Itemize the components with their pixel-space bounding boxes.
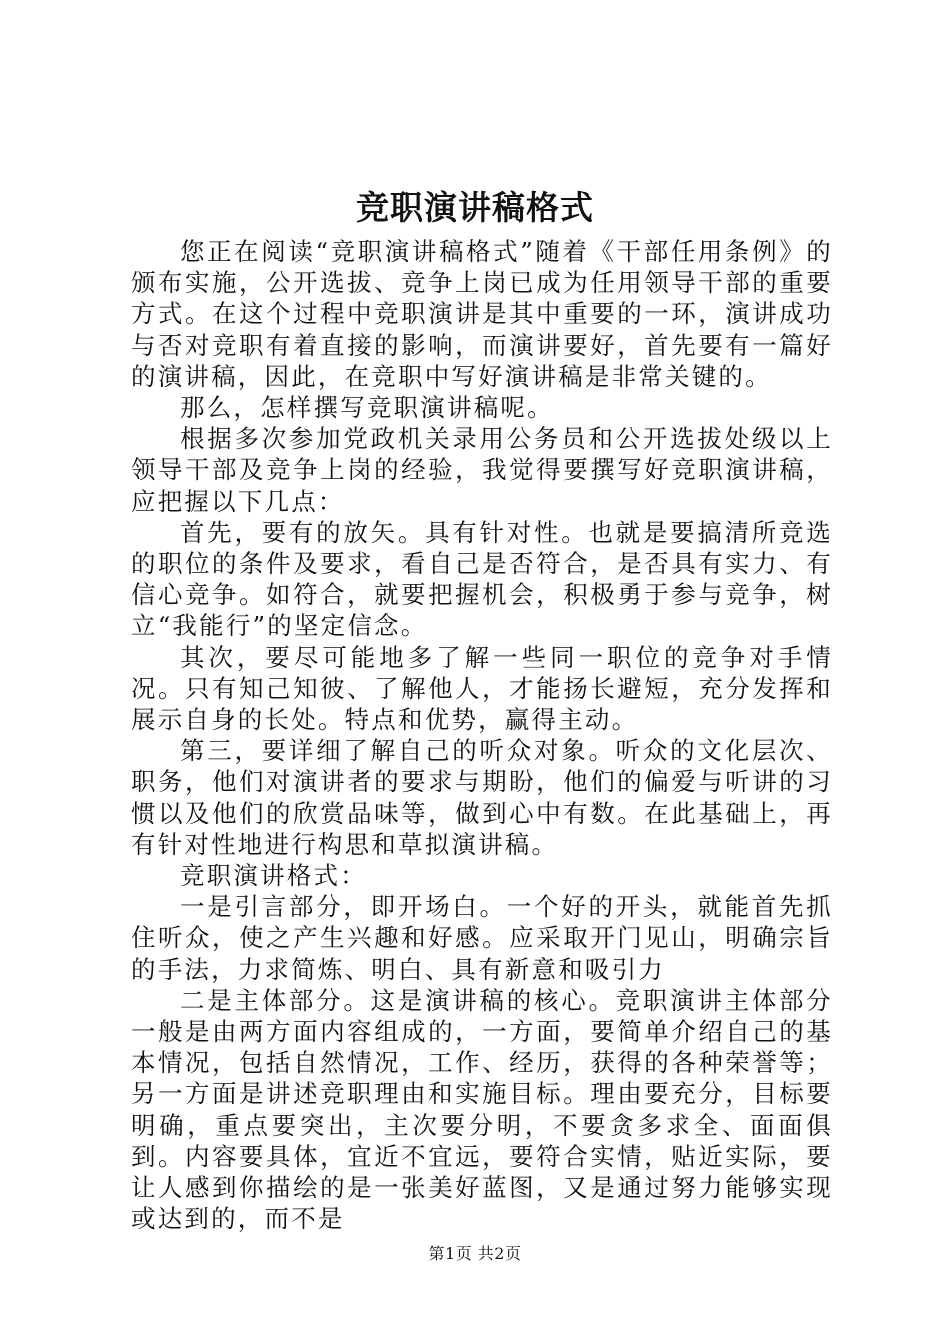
paragraph: 竞职演讲格式： — [180, 861, 367, 891]
paragraph: 根据多次参加党政机关录用公务员和公开选拔处级以上领导干部及竞争上岗的经验，我觉得要撰写好竞职演讲稿，应把握以下几点： — [131, 424, 833, 516]
page-footer: 第1页 共2页 — [428, 1244, 522, 1263]
paragraph: 您正在阅读“竞职演讲稿格式”随着《干部任用条例》的颁布实施，公开选拔、竞争上岗已成为任用领导干部的重要方式。在这个过程中竞职演讲是其中重要的一环，演讲成功与否对竞职有着直接的影响，而演讲要好，首先要有一篇好的演讲稿，因此，在竞职中写好演讲稿是非常关键的。 — [131, 237, 833, 391]
paragraph: 其次，要尽可能地多了解一些同一职位的竞争对手情况。只有知己知彼、了解他人，才能扬长避短，充分发挥和展示自身的长处。特点和优势，赢得主动。 — [131, 642, 833, 735]
paragraph: 第三，要详细了解自己的听众对象。听众的文化层次、职务，他们对演讲者的要求与期盼，他们的偏爱与听讲的习惯以及他们的欣赏品味等，做到心中有数。在此基础上，再有针对性地进行构思和草拟演讲稿。 — [131, 736, 833, 859]
paragraph: 一是引言部分，即开场白。一个好的开头，就能首先抓住听众，使之产生兴趣和好感。应采取开门见山，明确宗旨的手法，力求简炼、明白、具有新意和吸引力 — [131, 892, 833, 984]
paragraph: 首先，要有的放矢。具有针对性。也就是要搞清所竞选的职位的条件及要求，看自己是否符合，是否具有实力、有信心竞争。如符合，就要把握机会，积极勇于参与竞争，树立“我能行”的坚定信念。 — [131, 517, 833, 641]
paragraph: 二是主体部分。这是演讲稿的核心。竞职演讲主体部分一般是由两方面内容组成的，一方面，要简单介绍自己的基本情况，包括自然情况，工作、经历，获得的各种荣誉等；另一方面是讲述竞职理由和实施目标。理由要充分，目标要明确，重点要突出，主次要分明，不要贪多求全、面面俱到。内容要具体，宜近不宜远，要符合实情，贴近实际，要让人感到你描绘的是一张美好蓝图，又是通过努力能够实现或达到的，而不是 — [131, 985, 833, 1234]
document-body — [131, 236, 833, 1235]
page-title: 竞职演讲稿格式 — [356, 188, 594, 227]
paragraph: 那么，怎样撰写竞职演讲稿呢。 — [180, 393, 554, 423]
